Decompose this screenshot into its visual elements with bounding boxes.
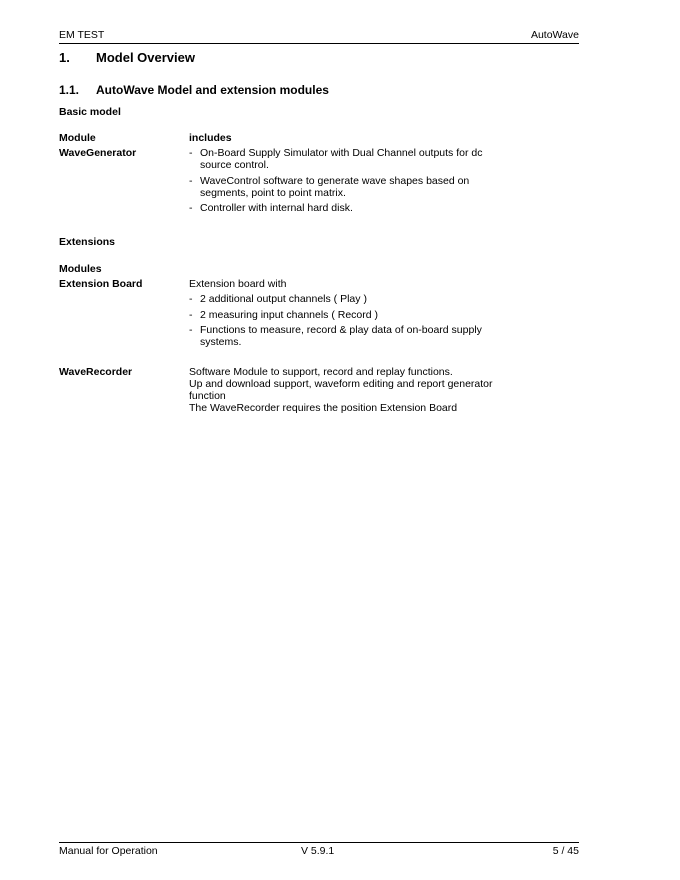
bullet-dash: - (189, 309, 193, 321)
header-right-text: AutoWave (530, 29, 579, 41)
wavegenerator-bullet-2 (189, 175, 499, 199)
header-left-text: EM TEST (59, 29, 105, 41)
bullet-text: On-Board Supply Simulator with Dual Channel outputs for dc source control. (200, 147, 483, 171)
waverecorder-line-3: The WaveRecorder requires the position Extension Board (189, 402, 458, 414)
wavegenerator-module-name: WaveGenerator (59, 147, 137, 159)
extensions-heading: Extensions (59, 236, 116, 248)
includes-column-header: includes (189, 132, 232, 144)
footer-divider (59, 842, 579, 843)
waverecorder-description (189, 366, 509, 414)
subsection-number: 1.1. (59, 83, 80, 97)
extension-board-module-name: Extension Board (59, 278, 143, 290)
bullet-dash: - (189, 202, 193, 214)
section-title: Model Overview (96, 50, 195, 65)
bullet-text: 2 additional output channels ( Play ) (200, 293, 367, 305)
extension-board-intro: Extension board with (189, 278, 287, 290)
bullet-dash: - (189, 175, 193, 187)
bullet-dash: - (189, 293, 193, 305)
wavegenerator-bullet-3 (189, 202, 499, 214)
footer-version: V 5.9.1 (301, 845, 335, 857)
extension-board-bullet-2 (189, 309, 499, 321)
bullet-dash: - (189, 147, 193, 159)
bullet-dash: - (189, 324, 193, 336)
modules-heading: Modules (59, 263, 102, 275)
module-column-header: Module (59, 132, 96, 144)
basic-model-heading: Basic model (59, 106, 121, 118)
extension-board-bullet-3 (189, 324, 499, 348)
bullet-text: Functions to measure, record & play data of on-board supply systems. (200, 324, 482, 348)
waverecorder-line-2: Up and download support, waveform editing and report generator function (189, 378, 493, 402)
header-divider (59, 43, 579, 44)
section-number: 1. (59, 50, 70, 65)
waverecorder-line-1: Software Module to support, record and replay functions. (189, 366, 453, 378)
wavegenerator-bullet-1 (189, 147, 499, 171)
footer-page-number: 5 / 45 (552, 845, 579, 857)
bullet-text: WaveControl software to generate wave shapes based on segments, point to point matrix. (200, 175, 470, 199)
footer-left-text: Manual for Operation (59, 845, 158, 857)
extension-board-bullet-1 (189, 293, 499, 305)
bullet-text: Controller with internal hard disk. (200, 202, 353, 214)
bullet-text: 2 measuring input channels ( Record ) (200, 309, 379, 321)
waverecorder-module-name: WaveRecorder (59, 366, 133, 378)
subsection-title: AutoWave Model and extension modules (96, 83, 329, 97)
